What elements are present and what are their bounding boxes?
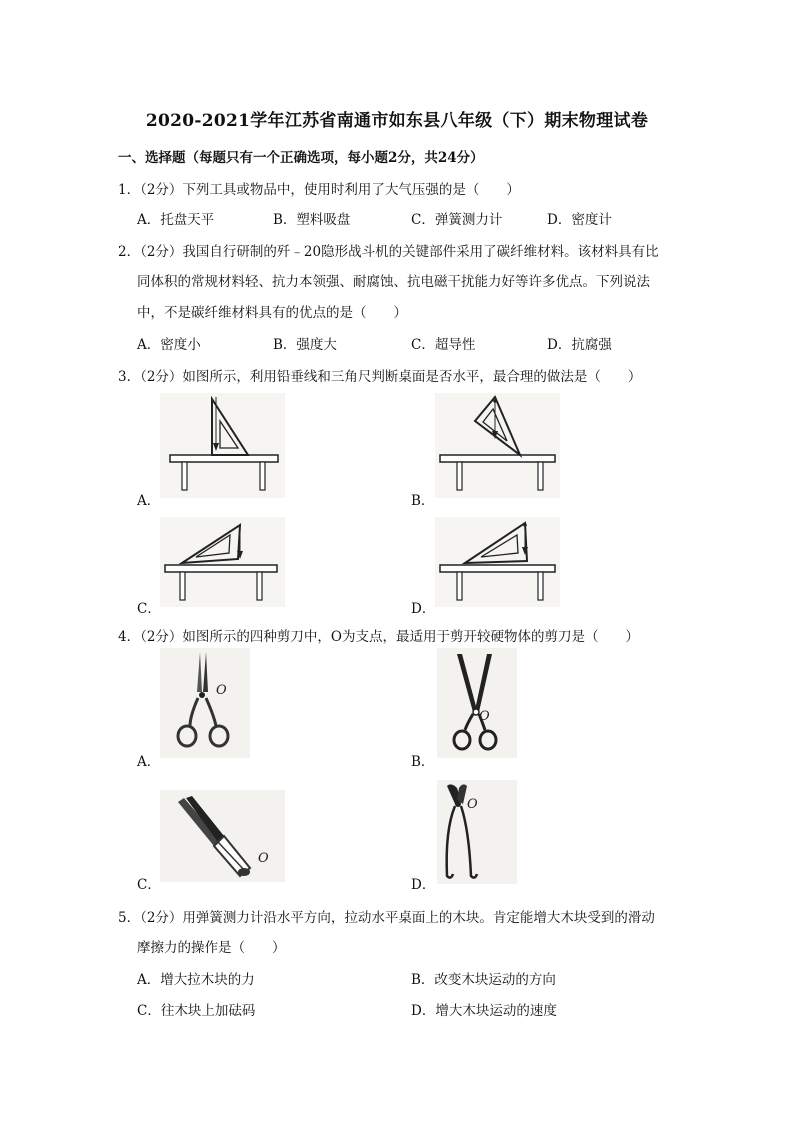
q5-stem-line1: 5．（2分）用弹簧测力计沿水平方向，拉动水平桌面上的木块。肯定能增大木块受到的滑动 [118, 910, 655, 926]
q4-figure-b[interactable] [437, 648, 517, 758]
q4-label-a: A． [137, 754, 161, 770]
q4-figure-c[interactable] [160, 790, 285, 882]
q3-stem: 3．（2分）如图所示，利用铅垂线和三角尺判断桌面是否水平，最合理的做法是（ ） [118, 369, 642, 385]
page-title: 2020-2021学年江苏省南通市如东县八年级（下）期末物理试卷 [145, 111, 649, 131]
q5-option-d[interactable]: D．增大木块运动的速度 [411, 1003, 557, 1019]
q3-label-c: C． [137, 601, 161, 617]
q4-figure-a[interactable] [160, 648, 250, 758]
q5-option-a[interactable]: A．增大拉木块的力 [137, 972, 255, 988]
q4-b-pivot-label: O [479, 709, 490, 724]
q3-figure-b[interactable] [435, 393, 560, 498]
q2-option-d[interactable]: D．抗腐强 [547, 337, 612, 353]
q4-stem: 4．（2分）如图所示的四种剪刀中，O为支点，最适用于剪开较硬物体的剪刀是（ ） [118, 629, 639, 645]
q1-option-b[interactable]: B．塑料吸盘 [273, 212, 351, 228]
q2-stem-line2: 同体积的常规材料轻、抗力本领强、耐腐蚀、抗电磁干扰能力好等许多优点。下列说法 [137, 274, 650, 290]
q3-label-a: A． [137, 493, 161, 509]
q4-d-pivot-label: O [467, 797, 478, 812]
q5-option-b[interactable]: B．改变木块运动的方向 [411, 972, 556, 988]
q4-label-c: C． [137, 877, 161, 893]
q3-label-d: D． [411, 601, 436, 617]
q4-label-b: B． [411, 754, 435, 770]
q4-c-pivot-label: O [258, 851, 269, 866]
q1-option-a[interactable]: A．托盘天平 [137, 212, 215, 228]
q5-stem-line2: 摩擦力的操作是（ ） [137, 940, 286, 956]
q2-option-a[interactable]: A．密度小 [137, 337, 201, 353]
q2-option-b[interactable]: B．强度大 [273, 337, 337, 353]
q1-option-c[interactable]: C．弹簧测力计 [411, 212, 503, 228]
q4-label-d: D． [411, 877, 436, 893]
q2-stem-line1: 2．（2分）我国自行研制的歼﹣20隐形战斗机的关键部件采用了碳纤维材料。该材料具有比 [118, 244, 659, 260]
q3-figure-d[interactable] [435, 517, 560, 607]
q4-figure-d[interactable] [437, 780, 517, 884]
q1-option-d[interactable]: D．密度计 [547, 212, 612, 228]
section-heading: 一、选择题（每题只有一个正确选项，每小题2分，共24分） [118, 150, 484, 166]
q3-figure-c[interactable] [160, 517, 285, 607]
q5-option-c[interactable]: C．往木块上加砝码 [137, 1003, 256, 1019]
q2-stem-line3: 中，不是碳纤维材料具有的优点的是（ ） [137, 305, 407, 321]
q2-option-c[interactable]: C．超导性 [411, 337, 476, 353]
q3-label-b: B． [411, 493, 435, 509]
q4-a-pivot-label: O [216, 683, 227, 698]
q1-stem: 1．（2分）下列工具或物品中，使用时利用了大气压强的是（ ） [118, 182, 520, 198]
q3-figure-a[interactable] [160, 393, 285, 498]
